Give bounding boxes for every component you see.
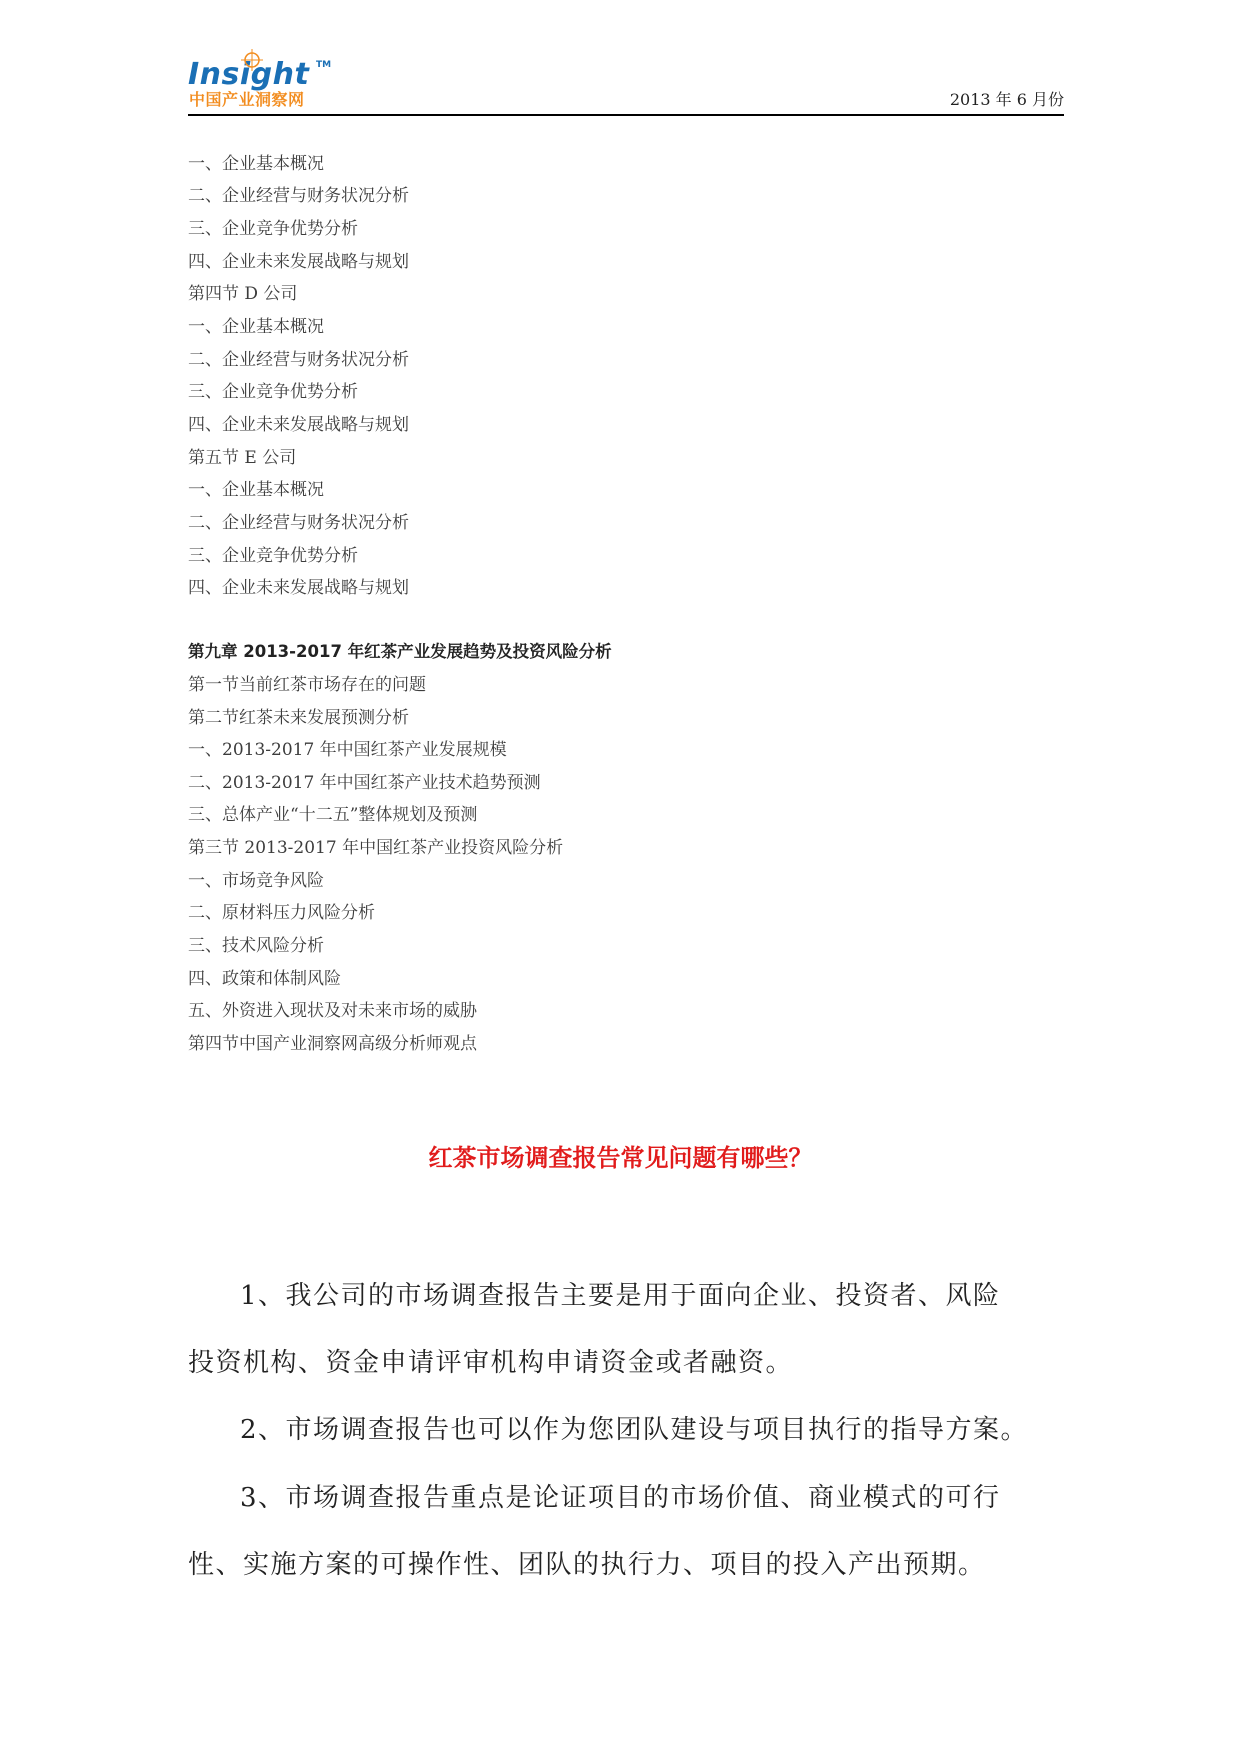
toc-item: 二、企业经营与财务状况分析 xyxy=(188,186,409,206)
toc-section: 第四节 D 公司 xyxy=(188,284,298,304)
trademark-mark: TM xyxy=(316,60,332,70)
page-header xyxy=(188,48,1064,116)
toc-item: 四、企业未来发展战略与规划 xyxy=(188,578,409,598)
toc-item: 二、原材料压力风险分析 xyxy=(188,903,375,923)
toc-item: 一、市场竞争风险 xyxy=(188,871,324,891)
toc-item: 三、总体产业“十二五”整体规划及预测 xyxy=(188,805,478,825)
toc-item: 三、企业竞争优势分析 xyxy=(188,382,358,402)
toc-item: 一、企业基本概况 xyxy=(188,317,324,337)
toc-item: 一、2013-2017 年中国红茶产业发展规模 xyxy=(188,740,507,760)
toc-item: 一、企业基本概况 xyxy=(188,154,324,174)
toc-item: 二、企业经营与财务状况分析 xyxy=(188,513,409,533)
toc-item: 四、企业未来发展战略与规划 xyxy=(188,415,409,435)
logo-chinese-name: 中国产业洞察网 xyxy=(189,90,305,109)
toc-item: 二、2013-2017 年中国红茶产业技术趋势预测 xyxy=(188,773,541,793)
toc-item: 四、企业未来发展战略与规划 xyxy=(188,252,409,272)
toc-item: 三、技术风险分析 xyxy=(188,936,324,956)
chapter-heading: 第九章 2013-2017 年红茶产业发展趋势及投资风险分析 xyxy=(188,642,612,661)
toc-item: 四、政策和体制风险 xyxy=(188,969,341,989)
faq-paragraph-line: 投资机构、资金申请评审机构申请资金或者融资。 xyxy=(188,1348,794,1378)
toc-item: 五、外资进入现状及对未来市场的威胁 xyxy=(188,1001,477,1021)
faq-title: 红茶市场调查报告常见问题有哪些？ xyxy=(428,1144,813,1172)
toc-section: 第三节 2013-2017 年中国红茶产业投资风险分析 xyxy=(188,838,564,858)
faq-paragraph-line: 1、我公司的市场调查报告主要是用于面向企业、投资者、风险 xyxy=(240,1281,1001,1311)
faq-paragraph-line: 2、市场调查报告也可以作为您团队建设与项目执行的指导方案。 xyxy=(240,1415,1029,1445)
toc-item: 三、企业竞争优势分析 xyxy=(188,546,358,566)
toc-item: 二、企业经营与财务状况分析 xyxy=(188,350,409,370)
toc-section: 第一节当前红茶市场存在的问题 xyxy=(188,675,426,695)
insight-logo xyxy=(188,48,338,114)
toc-item: 一、企业基本概况 xyxy=(188,480,324,500)
toc-item: 三、企业竞争优势分析 xyxy=(188,219,358,239)
logo-wordmark: Insight xyxy=(188,57,310,92)
toc-section: 第四节中国产业洞察网高级分析师观点 xyxy=(188,1034,477,1054)
toc-section: 第二节红茶未来发展预测分析 xyxy=(188,708,409,728)
crosshair-icon xyxy=(240,48,264,72)
header-date: 2013 年 6 月份 xyxy=(949,90,1064,109)
faq-paragraph-line: 3、市场调查报告重点是论证项目的市场价值、商业模式的可行 xyxy=(240,1483,1001,1513)
toc-section: 第五节 E 公司 xyxy=(188,448,297,468)
faq-paragraph-line: 性、实施方案的可操作性、团队的执行力、项目的投入产出预期。 xyxy=(188,1550,986,1580)
